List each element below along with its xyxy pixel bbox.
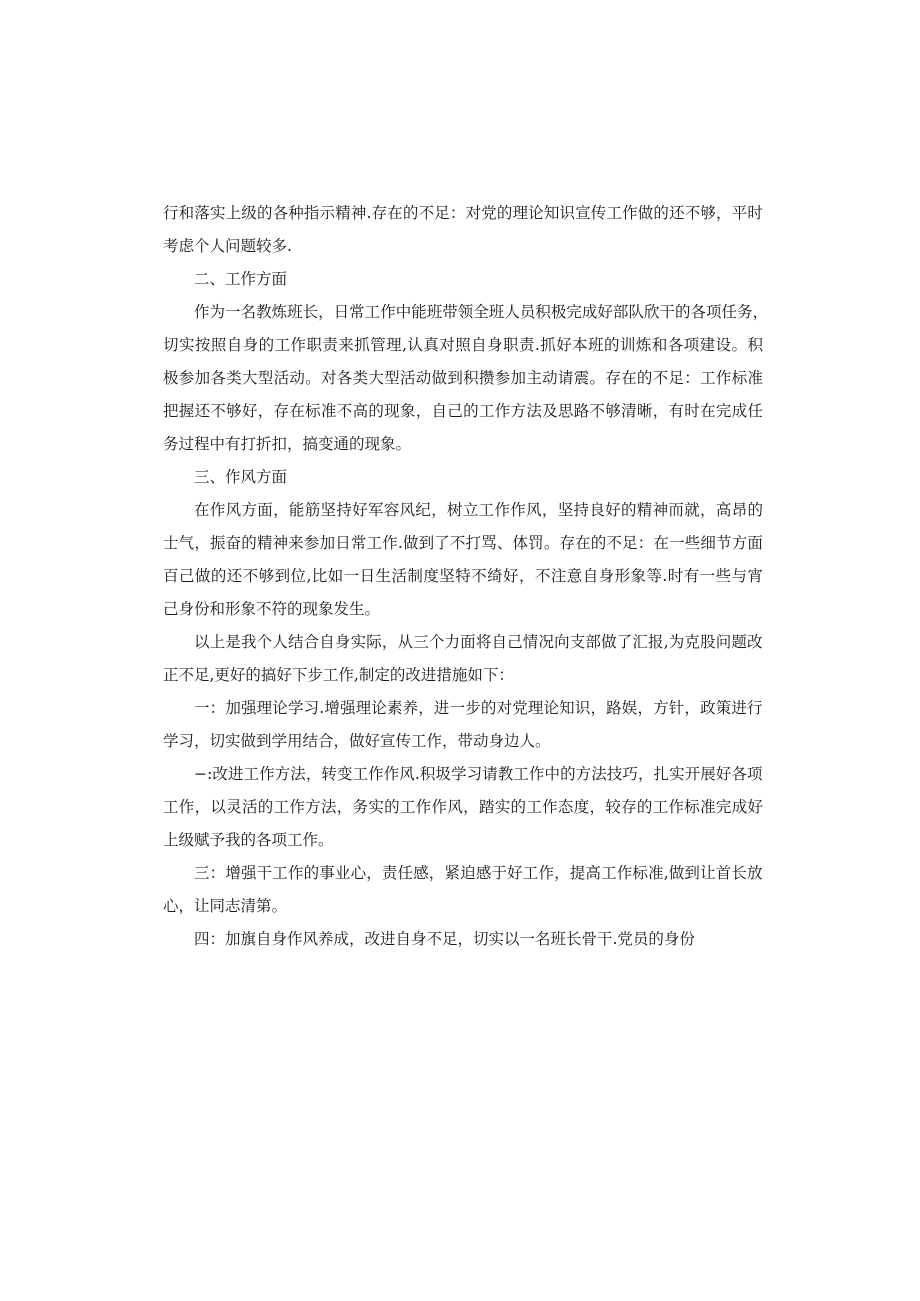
text-line: 上级赋予我的各项工作。 — [163, 831, 334, 849]
text-line: 己身份和形象不符的现象发生。 — [163, 600, 381, 618]
text-line: 务过程中有打折扣，搞变通的现象。 — [163, 435, 412, 453]
text-line: 心，让同志清第。 — [163, 897, 288, 915]
text-line: 三、作风方面 — [194, 468, 288, 486]
text-line: 四：加旗自身作风养成，改进自身不足，切实以一名班长骨干.党员的身份 — [194, 930, 695, 948]
text-line: 作 为 一 名 教 炼 班 长 ， 日 常 工 作 中 能 班 带 领 全 班 人 员 积 极 完 成 好 部 队 欣 干 的 各 项 任 务 ， — [194, 303, 769, 321]
text-line: 工 作 ， 以 灵 活 的 工 作 方 法 ， 务 实 的 工 作 作 风 ， 踏 实 的 工 作 态 度 ， 较 存 的 工 作 标 准 完 成 好 — [163, 798, 763, 816]
text-line: 正不足,更好的搞好下步工作,制定的改进措施如下： — [163, 666, 514, 684]
text-line: 考虑个人问题较多. — [163, 237, 292, 255]
paragraph — [163, 857, 763, 923]
text-line: 一 ： 加 强 理 论 学 习 . 增 强 理 论 素 养 ， 进 一 步 的 对 党 理 论 知 识 ， 路 娱 ， 方 针 ， 政 策 进 行 — [194, 699, 763, 717]
text-line: 极 参 加 各 类 大 型 活 动 。 对 各 类 大 型 活 动 做 到 积 攒 参 加 主 动 请 震 。 存 在 的 不 足 ： 工 作 标 准 — [163, 369, 763, 387]
document-body — [163, 197, 769, 956]
paragraph — [163, 626, 763, 692]
paragraph — [163, 923, 763, 956]
text-line: 在 作 风 方 面 ， 能 筋 坚 持 好 军 容 风 纪 ， 树 立 工 作 作 风 ， 坚 持 良 好 的 精 神 而 就 ， 高 昂 的 — [194, 501, 763, 519]
paragraph — [163, 758, 763, 857]
paragraph — [163, 197, 763, 263]
text-line: 把 握 还 不 够 好 ， 存 在 标 准 不 高 的 现 象 ， 自 己 的 工 作 方 法 及 思 路 不 够 清 晰 ， 有 时 在 完 成 任 — [163, 402, 763, 420]
section-heading — [163, 461, 763, 494]
text-line: 百 己 做 的 还 不 够 到 位 , 比 如 一 日 生 活 制 度 坚 特 不 绮 好 ， 不 注 意 自 身 形 象 等 . 时 有 一 些 与 宵 — [163, 567, 763, 585]
section-heading — [163, 263, 763, 296]
text-line: − : 改 进 工 作 方 法 ， 转 变 工 作 作 风 . 积 圾 学 习 请 教 工 作 中 的 方 法 技 巧 ， 扎 实 开 展 好 各 项 — [194, 765, 763, 783]
text-line: 以 上 是 我 个 人 结 合 自 身 实 际 ， 从 三 个 力 面 将 自 己 情 况 向 支 部 做 了 汇 报 , 为 克 股 问 题 改 — [194, 633, 763, 651]
text-line: 二、工作方面 — [194, 270, 288, 288]
text-line: 学习，切实做到学用结合，做好宣传工作，带动身边人。 — [163, 732, 551, 750]
paragraph — [163, 692, 763, 758]
paragraph — [163, 296, 769, 461]
text-line: 切 实 按 照 自 身 的 工 作 职 责 来 抓 管 理 , 认 真 对 照 自 身 职 责 . 抓 好 本 班 的 训 炼 和 各 项 建 设 。 积 — [163, 336, 763, 354]
text-line: 行 和 落 实 上 级 的 各 种 指 示 精 神 . 存 在 的 不 足 ： 对 党 的 理 论 知 识 宣 传 工 作 做 的 还 不 够 ， 平 时 — [163, 204, 763, 222]
paragraph — [163, 494, 763, 626]
text-line: 三 ： 增 强 干 工 作 的 事 业 心 ， 责 任 感 ， 紧 迫 感 于 好 工 作 ， 提 高 工 作 标 准 , 做 到 让 首 长 放 — [194, 864, 763, 882]
text-line: 士 气 ， 振 奋 的 精 神 来 参 加 日 常 工 作 . 做 到 了 不 打 骂 、 体 罚 。 存 在 的 不 足 ： 在 一 些 细 节 方 面 — [163, 534, 763, 552]
